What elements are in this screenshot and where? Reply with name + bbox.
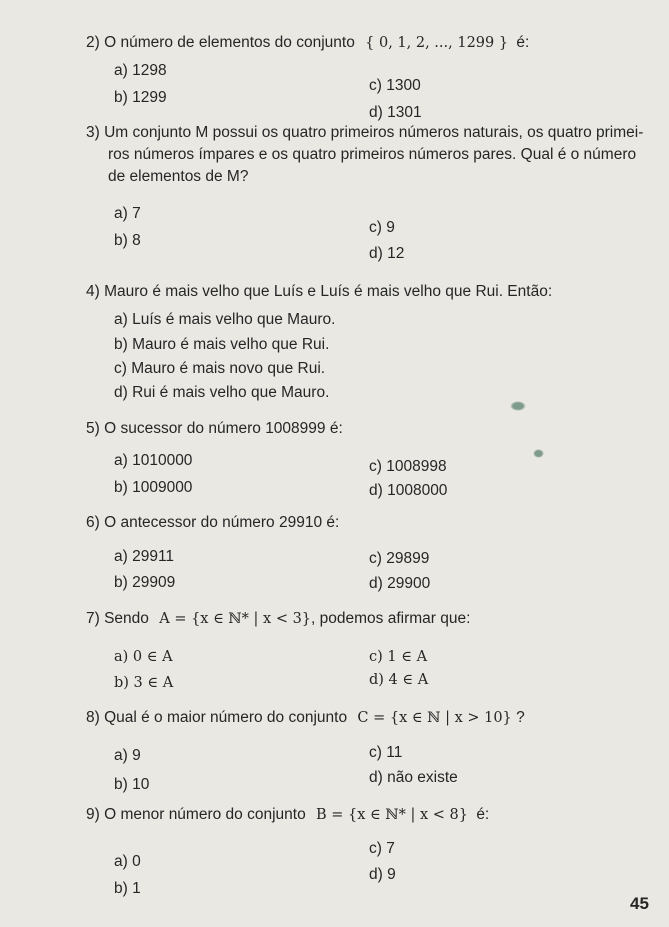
q7-option-c[interactable]: c) 1 ∈ A	[369, 649, 428, 665]
q8-option-b[interactable]: b) 10	[114, 776, 150, 793]
q6-option-b[interactable]: b) 29909	[114, 574, 176, 591]
q7-option-a[interactable]: a) 0 ∈ A	[114, 649, 173, 665]
q6-option-a[interactable]: a) 29911	[114, 548, 175, 565]
q9-option-d[interactable]: d) 9	[369, 866, 396, 883]
q3-line1: 3) Um conjunto M possui os quatro primeiros números naturais, os quatro primei-	[86, 124, 644, 141]
q4-option-a[interactable]: a) Luís é mais velho que Mauro.	[114, 311, 336, 328]
q7-statement	[86, 610, 470, 628]
q6-option-c[interactable]: c) 29899	[369, 550, 430, 567]
q2-option-c[interactable]: c) 1300	[369, 77, 421, 94]
q8-text: 8) Qual é o maior número do conjunto	[86, 709, 348, 726]
q3-option-c[interactable]: c) 9	[369, 219, 395, 236]
q8-option-a[interactable]: a) 9	[114, 747, 141, 764]
ink-spot	[533, 449, 544, 458]
q7-option-b[interactable]: b) 3 ∈ A	[114, 675, 174, 691]
q2-option-d[interactable]: d) 1301	[369, 104, 422, 121]
q5-option-a[interactable]: a) 1010000	[114, 452, 193, 469]
q9-option-c[interactable]: c) 7	[369, 840, 395, 857]
q3-line2: ros números ímpares e os quatro primeiros números pares. Qual é o número	[108, 146, 637, 163]
ink-spot	[510, 401, 526, 411]
q5-statement: 5) O sucessor do número 1008999 é:	[86, 420, 343, 437]
q8-end: ?	[516, 709, 525, 726]
q5-option-c[interactable]: c) 1008998	[369, 458, 447, 475]
q3-option-a[interactable]: a) 7	[114, 205, 141, 222]
q6-option-d[interactable]: d) 29900	[369, 575, 431, 592]
q2-statement	[86, 34, 529, 52]
q5-option-d[interactable]: d) 1008000	[369, 482, 448, 499]
q2-end: é:	[516, 34, 530, 51]
q8-option-d[interactable]: d) não existe	[369, 769, 458, 786]
q9-end: é:	[476, 806, 490, 823]
q4-option-d[interactable]: d) Rui é mais velho que Mauro.	[114, 384, 330, 401]
q8-statement	[86, 709, 525, 727]
q3-line3: de elementos de M?	[108, 168, 249, 185]
q2-set: { 0, 1, 2, ..., 1299 }	[365, 35, 509, 51]
q2-option-b[interactable]: b) 1299	[114, 89, 167, 106]
q3-option-b[interactable]: b) 8	[114, 232, 141, 249]
q4-statement: 4) Mauro é mais velho que Luís e Luís é mais velho que Rui. Então:	[86, 283, 553, 300]
q3-option-d[interactable]: d) 12	[369, 245, 405, 262]
q7-option-d[interactable]: d) 4 ∈ A	[369, 672, 429, 688]
q7-set: A = {x ∈ ℕ* | x < 3}	[159, 611, 312, 627]
q9-option-b[interactable]: b) 1	[114, 880, 141, 897]
q8-option-c[interactable]: c) 11	[369, 744, 403, 761]
q9-option-a[interactable]: a) 0	[114, 853, 141, 870]
q5-option-b[interactable]: b) 1009000	[114, 479, 193, 496]
q2-text: 2) O número de elementos do conjunto	[86, 34, 355, 51]
q7-end: , podemos afirmar que:	[311, 610, 471, 627]
q4-option-c[interactable]: c) Mauro é mais novo que Rui.	[114, 360, 326, 377]
q9-set: B = {x ∈ ℕ* | x < 8}	[316, 807, 468, 823]
q9-statement	[86, 806, 489, 824]
q4-option-b[interactable]: b) Mauro é mais velho que Rui.	[114, 336, 330, 353]
page-number: 45	[630, 894, 649, 913]
q2-option-a[interactable]: a) 1298	[114, 62, 167, 79]
q7-text: 7) Sendo	[86, 610, 149, 627]
q6-statement: 6) O antecessor do número 29910 é:	[86, 514, 340, 531]
q8-set: C = {x ∈ ℕ | x > 10}	[357, 710, 512, 726]
q9-text: 9) O menor número do conjunto	[86, 806, 306, 823]
